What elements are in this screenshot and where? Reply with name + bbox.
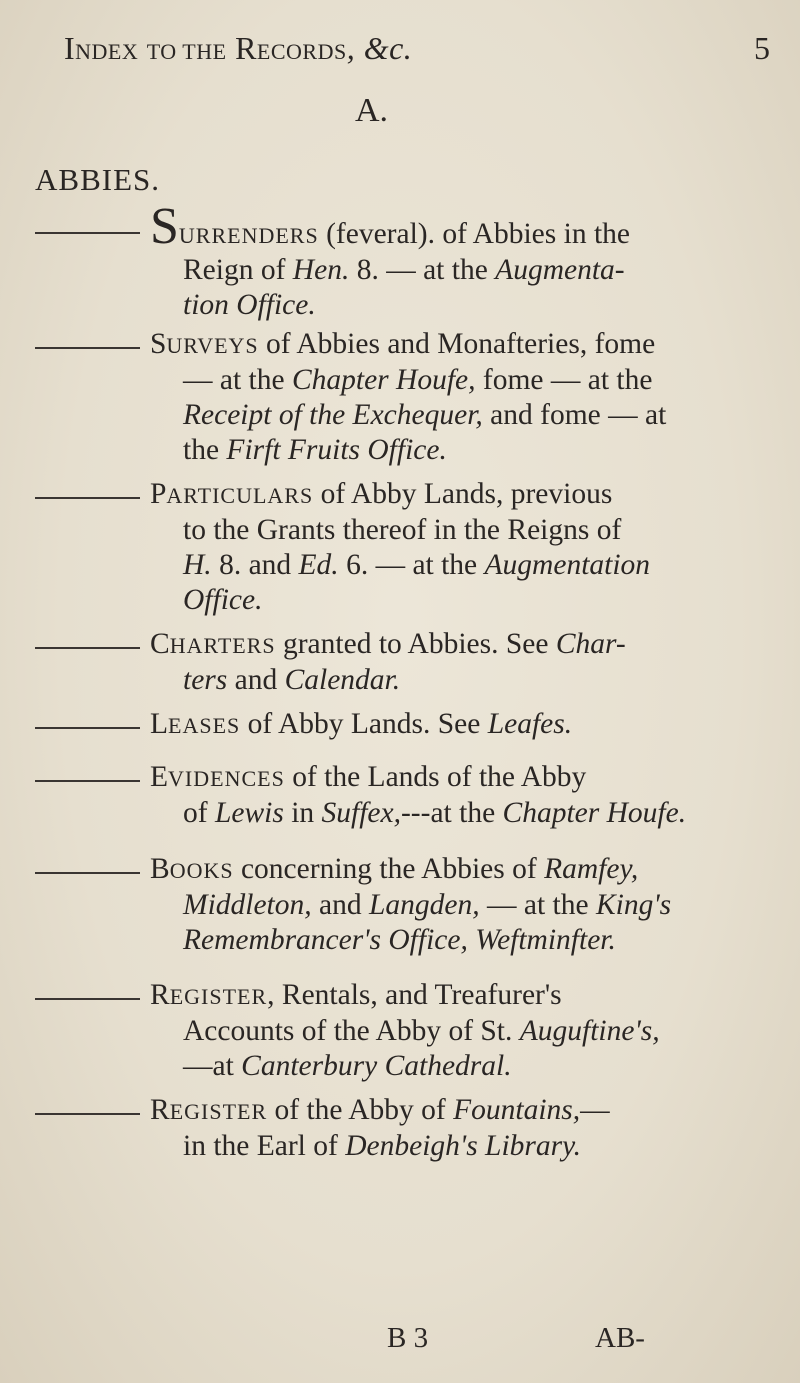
entry-text-run: Augmentation	[484, 549, 651, 581]
entry-text-run: Auguftine's,	[519, 1015, 660, 1047]
running-head-word: NDEX	[75, 39, 139, 64]
entry-text-run: Ed.	[298, 549, 339, 581]
entry-first-line	[150, 1093, 780, 1129]
entry-dash	[35, 727, 140, 729]
entry-text-run: of Abbies and Monafteries, fome	[258, 328, 656, 360]
entry-text-run: Hen.	[292, 254, 350, 286]
entry-text	[150, 477, 780, 618]
entry-text-run: Denbeigh's Library.	[345, 1130, 581, 1162]
running-head-word: R	[235, 30, 257, 66]
entry-line	[150, 433, 780, 468]
entry-dash	[35, 497, 140, 499]
entry-text-run: of the Lands of the Abby	[284, 761, 587, 793]
entry-text-run: Accounts of the Abby of St.	[183, 1015, 520, 1047]
running-head-word: I	[64, 30, 76, 66]
entry-line	[150, 253, 780, 288]
entry-dash	[35, 872, 140, 874]
entry-lead: E	[150, 761, 169, 793]
entry-lead-caps: HARTERS	[169, 633, 276, 658]
entry-text	[150, 852, 780, 958]
entry-text-run: Leafes.	[487, 708, 573, 740]
entry-first-line	[150, 760, 780, 796]
entry-text-run: 8. and	[211, 549, 299, 581]
entry-text-run: and	[311, 889, 369, 921]
running-head-word: ECORDS	[256, 39, 347, 64]
entry-dash	[35, 347, 140, 349]
entry-line	[150, 888, 780, 923]
entry-text-run: of Abby Lands, previous	[313, 478, 613, 510]
entry-text-run: and fome — at	[482, 399, 667, 431]
entry-lead: S	[150, 198, 179, 255]
entry-text-run: Suffex,	[321, 797, 401, 829]
entry-text-run: ---at the	[400, 797, 503, 829]
entry-line	[150, 398, 780, 433]
page-number: 5	[754, 30, 771, 66]
entry-text-run: Receipt of the Exchequer,	[183, 399, 483, 431]
running-head	[64, 30, 784, 67]
entry-first-line	[150, 852, 780, 888]
entry-text-run: — at the	[479, 889, 596, 921]
entry-text-run: —at	[183, 1050, 242, 1082]
entry-text-run: in the Earl of	[183, 1130, 346, 1162]
entry-text-run: Canterbury Cathedral.	[241, 1050, 512, 1082]
entry-text-run: the	[183, 434, 227, 466]
entry-lead-caps: URRENDERS	[178, 223, 319, 248]
entry-text-run: Fountains,	[453, 1094, 581, 1126]
entry-text-run: Char-	[555, 628, 626, 660]
entry-text-run: Calendar.	[284, 664, 401, 696]
entry-text-run: of Abby Lands. See	[240, 708, 488, 740]
entry-lead-caps: OOKS	[169, 858, 234, 883]
entry-first-line	[150, 707, 780, 743]
entry-lead: L	[150, 708, 169, 740]
signature-mark: B 3	[387, 1322, 429, 1354]
entry-lead: P	[150, 478, 167, 510]
entry-text-run: , Rentals, and Treafurer's	[267, 979, 562, 1011]
entry-text-run: Reign of	[183, 254, 293, 286]
entry-lead-caps: EGISTER	[169, 1099, 268, 1124]
entry-text-run: Chapter Houfe.	[502, 797, 687, 829]
entry-text	[150, 327, 780, 468]
entry-text-run: Chapter Houfe,	[291, 364, 476, 396]
entry-first-line	[150, 477, 780, 513]
entry-dash	[35, 998, 140, 1000]
entry-text-run: Firft Fruits Office.	[226, 434, 447, 466]
entry-text-run: H.	[183, 549, 212, 581]
entry-lead-caps: EASES	[168, 713, 241, 738]
entry-first-line	[150, 327, 780, 363]
section-letter: A.	[355, 92, 389, 129]
entry-lead: S	[150, 328, 167, 360]
entry-text-run: fome — at the	[475, 364, 653, 396]
entry-text-run: —	[580, 1094, 610, 1126]
entry-first-line	[150, 978, 780, 1014]
entry-text	[150, 760, 780, 831]
entry-dash	[35, 647, 140, 649]
entry-lead-caps: VIDENCES	[168, 766, 285, 791]
entry-lead: R	[150, 979, 170, 1011]
entry-text-run: granted to Abbies. See	[275, 628, 556, 660]
entry-line	[150, 663, 780, 698]
entry-text-run: (feveral). of Abbies in the	[318, 218, 630, 250]
entry-text	[150, 198, 780, 323]
running-head-word: TO THE	[146, 39, 227, 64]
entry-text-run: and	[227, 664, 285, 696]
entry-line	[150, 288, 780, 323]
entry-lead: B	[150, 853, 170, 885]
entry-line	[150, 1014, 780, 1049]
entry-text-run: King's	[595, 889, 672, 921]
entry-line	[150, 513, 780, 548]
entry-line	[150, 923, 780, 958]
entry-lead-caps: ARTICULARS	[166, 483, 314, 508]
entry-text-run: 8. — at the	[349, 254, 496, 286]
entry-text-run: — at the	[183, 364, 292, 396]
entry-text-run: to the Grants thereof in the Reigns of	[183, 514, 622, 546]
entry-line	[150, 796, 780, 831]
entry-text-run: in	[283, 797, 322, 829]
entry-text-run: Office.	[183, 584, 263, 616]
entry-text	[150, 978, 780, 1084]
entry-line	[150, 548, 780, 583]
entry-line	[150, 1049, 780, 1084]
entry-first-line	[150, 627, 780, 663]
entry-first-line	[150, 198, 780, 255]
entry-dash	[35, 232, 140, 234]
section-heading: ABBIES.	[35, 162, 160, 197]
entry-text-run: of	[183, 797, 215, 829]
entry-text-run: of the Abby of	[267, 1094, 454, 1126]
entry-text	[150, 627, 780, 698]
entry-line	[150, 583, 780, 618]
entry-text-run: Remembrancer's Office, Weftminfter.	[183, 924, 616, 956]
entry-text	[150, 1093, 780, 1164]
entry-text-run: tion Office.	[183, 289, 316, 321]
entry-text-run: Lewis	[214, 797, 284, 829]
entry-text-run: concerning the Abbies of	[233, 853, 545, 885]
entry-dash	[35, 1113, 140, 1115]
entry-lead: C	[150, 628, 170, 660]
entry-line	[150, 363, 780, 398]
catchword: AB-	[595, 1322, 645, 1354]
entry-text-run: ters	[183, 664, 228, 696]
entry-text-run: Ramfey,	[544, 853, 639, 885]
entry-text-run: Middleton,	[183, 889, 312, 921]
entry-text-run: Langden,	[368, 889, 480, 921]
entry-lead: R	[150, 1094, 170, 1126]
entry-text-run: 6. — at the	[338, 549, 485, 581]
entry-lead-caps: URVEYS	[166, 333, 259, 358]
entry-text-run: Augmenta-	[495, 254, 625, 286]
entry-text	[150, 707, 780, 743]
entry-dash	[35, 780, 140, 782]
running-head-suffix: , &c.	[346, 30, 413, 66]
entry-lead-caps: EGISTER	[169, 984, 268, 1009]
entry-line	[150, 1129, 780, 1164]
